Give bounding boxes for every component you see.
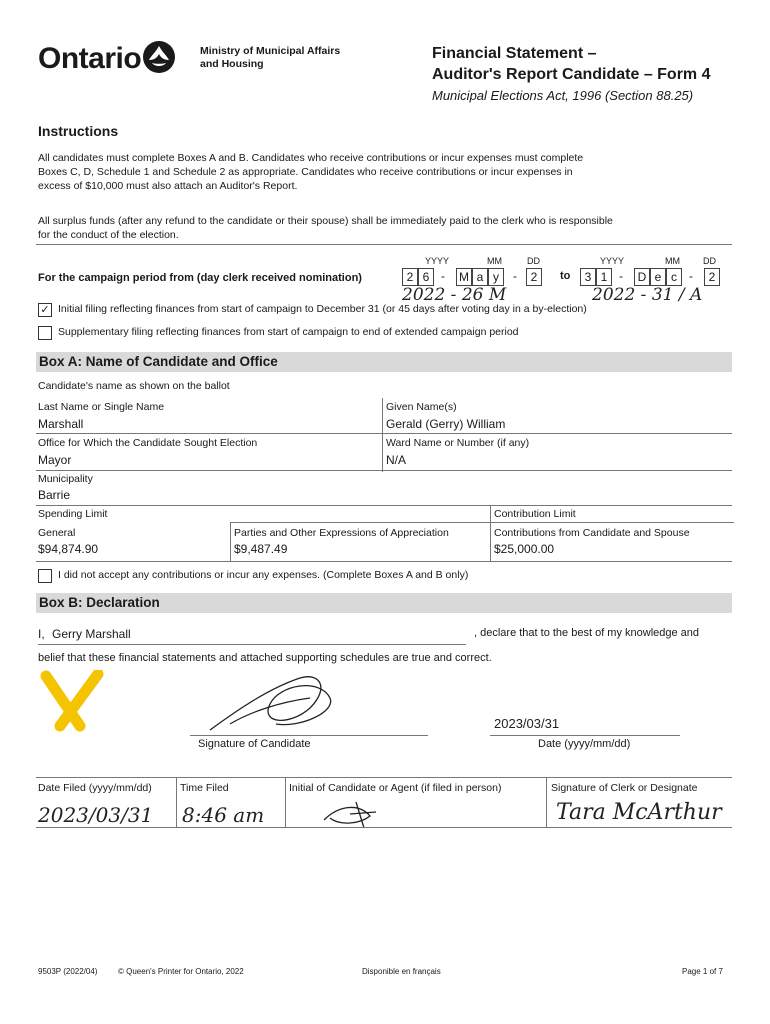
date-line — [490, 735, 680, 736]
parties-label: Parties and Other Expressions of Appreciation — [234, 527, 449, 539]
to-yyyy-label: YYYY — [600, 256, 625, 266]
initial-filing-checkbox[interactable]: ✓ — [38, 303, 52, 317]
column-divider — [490, 505, 491, 561]
divider — [36, 777, 732, 778]
candidate-signature-icon[interactable] — [180, 668, 350, 740]
yellow-x-mark-icon — [40, 670, 116, 732]
to-dd-label: DD — [703, 256, 716, 266]
box-a-header: Box A: Name of Candidate and Office — [36, 352, 732, 372]
last-name-label: Last Name or Single Name — [38, 401, 165, 413]
declaration-date-field[interactable]: 2023/03/31 — [494, 716, 560, 731]
trillium-logo-icon — [142, 40, 176, 74]
column-divider — [176, 777, 177, 827]
no-contributions-label: I did not accept any contributions or incur any expenses. (Complete Boxes A and B only) — [58, 569, 469, 581]
from-date-cell[interactable]: a — [472, 268, 488, 286]
divider — [36, 470, 732, 471]
from-date-cell[interactable]: M — [456, 268, 472, 286]
no-contributions-checkbox[interactable] — [38, 569, 52, 583]
from-date-cell[interactable]: 2 — [526, 268, 542, 286]
from-date-cell[interactable]: 6 — [418, 268, 434, 286]
divider — [36, 244, 732, 245]
divider — [36, 561, 732, 562]
given-name-field[interactable]: Gerald (Gerry) William — [386, 417, 506, 431]
from-yyyy-label: YYYY — [425, 256, 450, 266]
to-date-separator: - — [614, 268, 628, 284]
instructions-heading: Instructions — [38, 123, 119, 139]
declarant-name-field[interactable]: Gerry Marshall — [52, 627, 131, 641]
box-b-header: Box B: Declaration — [36, 593, 732, 613]
divider — [36, 505, 732, 506]
time-filed-field[interactable]: 8:46 am — [182, 803, 265, 827]
agent-initial-icon[interactable] — [320, 800, 390, 830]
initial-filing-label: Initial filing reflecting finances from start of campaign to December 31 (or 45 days after voting day in a by-election) — [58, 303, 587, 315]
office-label: Office for Which the Candidate Sought Election — [38, 437, 258, 449]
divider — [36, 433, 732, 434]
ontario-logo-text: Ontario — [38, 42, 142, 75]
signature-line — [190, 735, 428, 736]
divider — [230, 522, 734, 523]
office-field[interactable]: Mayor — [38, 453, 72, 467]
to-date-cell[interactable]: 1 — [596, 268, 612, 286]
ministry-line-2: and Housing — [200, 58, 264, 70]
form-title — [432, 43, 711, 85]
contrib-candidate-label: Contributions from Candidate and Spouse — [494, 527, 690, 539]
supplementary-filing-checkbox[interactable] — [38, 326, 52, 340]
date-filed-field[interactable]: 2023/03/31 — [38, 803, 154, 827]
parties-limit-field[interactable]: $9,487.49 — [234, 542, 288, 556]
municipality-label: Municipality — [38, 473, 93, 485]
form-title-line-2: Auditor's Report Candidate – Form 4 — [432, 66, 711, 83]
municipality-field[interactable]: Barrie — [38, 488, 71, 502]
column-divider — [230, 522, 231, 561]
column-divider — [546, 777, 547, 827]
supplementary-filing-label: Supplementary filing reflecting finances from start of campaign to end of extended campaign period — [58, 326, 519, 338]
form-title-line-1: Financial Statement – — [432, 45, 597, 62]
from-date-separator: - — [508, 268, 522, 284]
contribution-limit-label: Contribution Limit — [494, 508, 576, 520]
date-filed-label: Date Filed (yyyy/mm/dd) — [38, 782, 152, 794]
instructions-paragraph-2 — [38, 214, 708, 242]
from-mm-label: MM — [487, 256, 502, 266]
instructions-paragraph-1 — [38, 151, 708, 193]
form-subtitle: Municipal Elections Act, 1996 (Section 88.25) — [432, 88, 694, 103]
from-date-cell[interactable]: 2 — [402, 268, 418, 286]
declarant-name-underline — [38, 644, 466, 645]
to-date-cell[interactable]: 2 — [704, 268, 720, 286]
copyright: © Queen's Printer for Ontario, 2022 — [118, 967, 244, 976]
clerk-signature-label: Signature of Clerk or Designate — [551, 782, 698, 794]
declaration-text-belief: belief that these financial statements and attached supporting schedules are true and correct. — [38, 652, 492, 664]
ministry-line-1: Ministry of Municipal Affairs — [200, 45, 341, 57]
form-number: 9503P (2022/04) — [38, 967, 98, 976]
date-label: Date (yyyy/mm/dd) — [538, 738, 631, 750]
from-date-separator: - — [436, 268, 450, 284]
general-limit-field[interactable]: $94,874.90 — [38, 542, 99, 556]
to-date-cell[interactable]: D — [634, 268, 650, 286]
to-date-cell[interactable]: 3 — [580, 268, 596, 286]
column-divider — [382, 398, 383, 472]
time-filed-label: Time Filed — [180, 782, 229, 794]
declarant-prefix: I, — [38, 627, 45, 641]
to-mm-label: MM — [665, 256, 680, 266]
handwritten-from-date: 2022 - 26 M — [402, 285, 507, 305]
last-name-field[interactable]: Marshall — [38, 417, 84, 431]
to-date-separator: - — [684, 268, 698, 284]
page-number: Page 1 of 7 — [682, 967, 723, 976]
instructions-line: excess of $10,000 must also attach an Auditor's Report. — [38, 180, 298, 192]
initial-label: Initial of Candidate or Agent (if filed in person) — [289, 782, 502, 794]
to-date-cell[interactable]: c — [666, 268, 682, 286]
instructions-line: All surplus funds (after any refund to the candidate or their spouse) shall be immediately paid to the clerk who is responsible — [38, 215, 613, 227]
clerk-signature-field[interactable]: Tara McArthur — [556, 800, 722, 825]
ward-field[interactable]: N/A — [386, 453, 407, 467]
to-label: to — [560, 270, 571, 282]
instructions-line: Boxes C, D, Schedule 1 and Schedule 2 as appropriate. Candidates who receive contributions or incur expenses in — [38, 166, 573, 178]
handwritten-to-date: 2022 - 31 / A — [592, 285, 703, 305]
instructions-line: for the conduct of the election. — [38, 229, 179, 241]
instructions-line: All candidates must complete Boxes A and B. Candidates who receive contributions or incur expenses must complete — [38, 152, 584, 164]
signature-label: Signature of Candidate — [198, 738, 311, 750]
ward-label: Ward Name or Number (if any) — [386, 437, 530, 449]
spending-limit-label: Spending Limit — [38, 508, 108, 520]
ministry-name — [200, 45, 340, 71]
to-date-cell[interactable]: e — [650, 268, 666, 286]
general-label: General — [38, 527, 76, 539]
divider — [36, 827, 732, 828]
campaign-period-label: For the campaign period from (day clerk received nomination) — [38, 272, 362, 284]
from-date-cell[interactable]: y — [488, 268, 504, 286]
ballot-name-label: Candidate's name as shown on the ballot — [38, 380, 230, 392]
given-name-label: Given Name(s) — [386, 401, 457, 413]
declaration-text-tail: , declare that to the best of my knowledge and — [474, 627, 700, 639]
column-divider — [285, 777, 286, 827]
from-dd-label: DD — [527, 256, 540, 266]
french-available: Disponible en français — [362, 967, 441, 976]
contrib-candidate-field[interactable]: $25,000.00 — [494, 542, 555, 556]
